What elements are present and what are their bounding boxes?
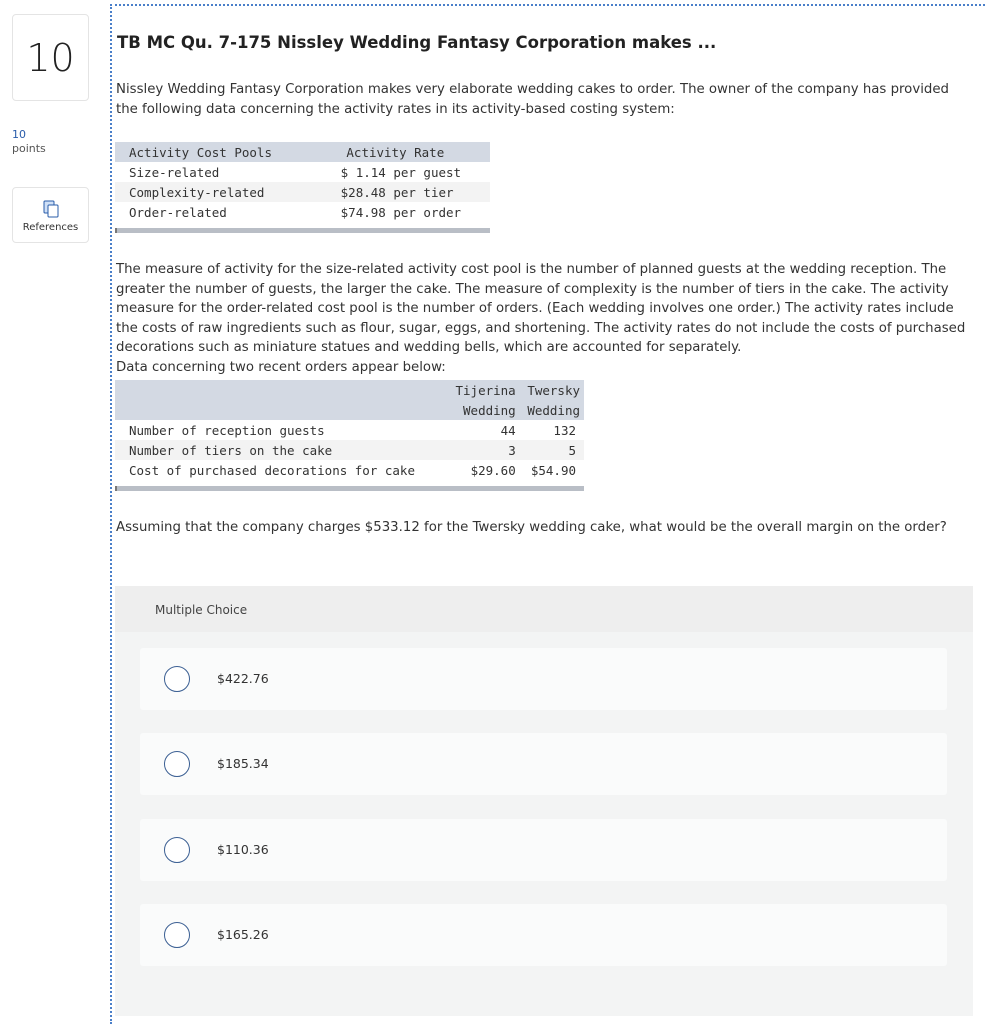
cell: 44 — [500, 422, 516, 438]
option-2[interactable] — [140, 733, 947, 795]
cell: 5 — [520, 440, 584, 460]
cell: Number of tiers on the cake — [115, 440, 447, 460]
cell: Complexity-related — [115, 182, 301, 202]
references-label: References — [22, 222, 79, 233]
points-label: points — [12, 142, 46, 155]
cell: $ 1.14 per guest — [340, 164, 462, 180]
cell: $54.90 — [530, 462, 576, 478]
cell: Order-related — [129, 204, 227, 220]
activity-rates-table — [115, 142, 490, 222]
references-icon — [43, 200, 59, 218]
multiple-choice-panel — [115, 586, 973, 1016]
option-label: $110.36 — [217, 842, 269, 857]
radio-button[interactable] — [164, 837, 190, 863]
body-text: The measure of activity for the size-related activity cost pool is the number of planned guests at the wedding reception. The greater the number of guests, the larger the cake. The measure of complexity is the number of tiers in the cake. The activity measure for the order-related cost pool is the number of orders. (Each wedding involves one order.) The activity rates include the costs of raw ingredients such as flour, sugar, eggs, and shortening. The activity rates do not include the costs of purchased decorations such as miniature statues and wedding bells, which are accounted for separately. — [116, 262, 966, 355]
table-scrollbar[interactable] — [115, 228, 490, 233]
table-scrollbar[interactable] — [115, 486, 584, 491]
cell: 3 — [447, 440, 519, 460]
radio-button[interactable] — [164, 751, 190, 777]
cell: Number of reception guests — [129, 422, 325, 438]
header-cell: Tijerina — [447, 380, 519, 400]
header-cell: Wedding — [447, 400, 519, 420]
intro-text: Nissley Wedding Fantasy Corporation makes very elaborate wedding cakes to order. The owner of the company has provided the following data concerning the activity rates in its activity-based costing system: — [116, 82, 949, 117]
cell: $28.48 per tier — [301, 182, 490, 202]
multiple-choice-label: Multiple Choice — [115, 586, 973, 632]
cell: $74.98 per order — [340, 204, 462, 220]
radio-button[interactable] — [164, 922, 190, 948]
cell: 132 — [553, 422, 576, 438]
option-label: $185.34 — [217, 756, 269, 771]
cell: Size-related — [129, 164, 220, 180]
header-cell: Activity Rate — [301, 142, 490, 162]
header-cell: Twersky — [520, 380, 584, 400]
radio-button[interactable] — [164, 666, 190, 692]
option-1[interactable] — [140, 648, 947, 710]
option-4[interactable] — [140, 904, 947, 966]
question-number: 10 — [12, 14, 89, 101]
question-title: TB MC Qu. 7-175 Nissley Wedding Fantasy Corporation makes ... — [117, 33, 717, 52]
points-value: 10 — [12, 128, 26, 141]
references-button[interactable] — [12, 187, 89, 243]
points — [12, 128, 46, 156]
cell: Cost of purchased decorations for cake — [129, 462, 415, 478]
option-3[interactable] — [140, 819, 947, 881]
option-label: $422.76 — [217, 671, 269, 686]
data-intro-text: Data concerning two recent orders appear below: — [116, 360, 446, 375]
cell: $29.60 — [470, 462, 516, 478]
header-cell: Activity Cost Pools — [115, 142, 301, 162]
orders-table — [115, 380, 584, 480]
question-text: Assuming that the company charges $533.12 for the Twersky wedding cake, what would be the overall margin on the order? — [116, 520, 947, 535]
header-cell: Wedding — [520, 400, 584, 420]
option-label: $165.26 — [217, 927, 269, 942]
